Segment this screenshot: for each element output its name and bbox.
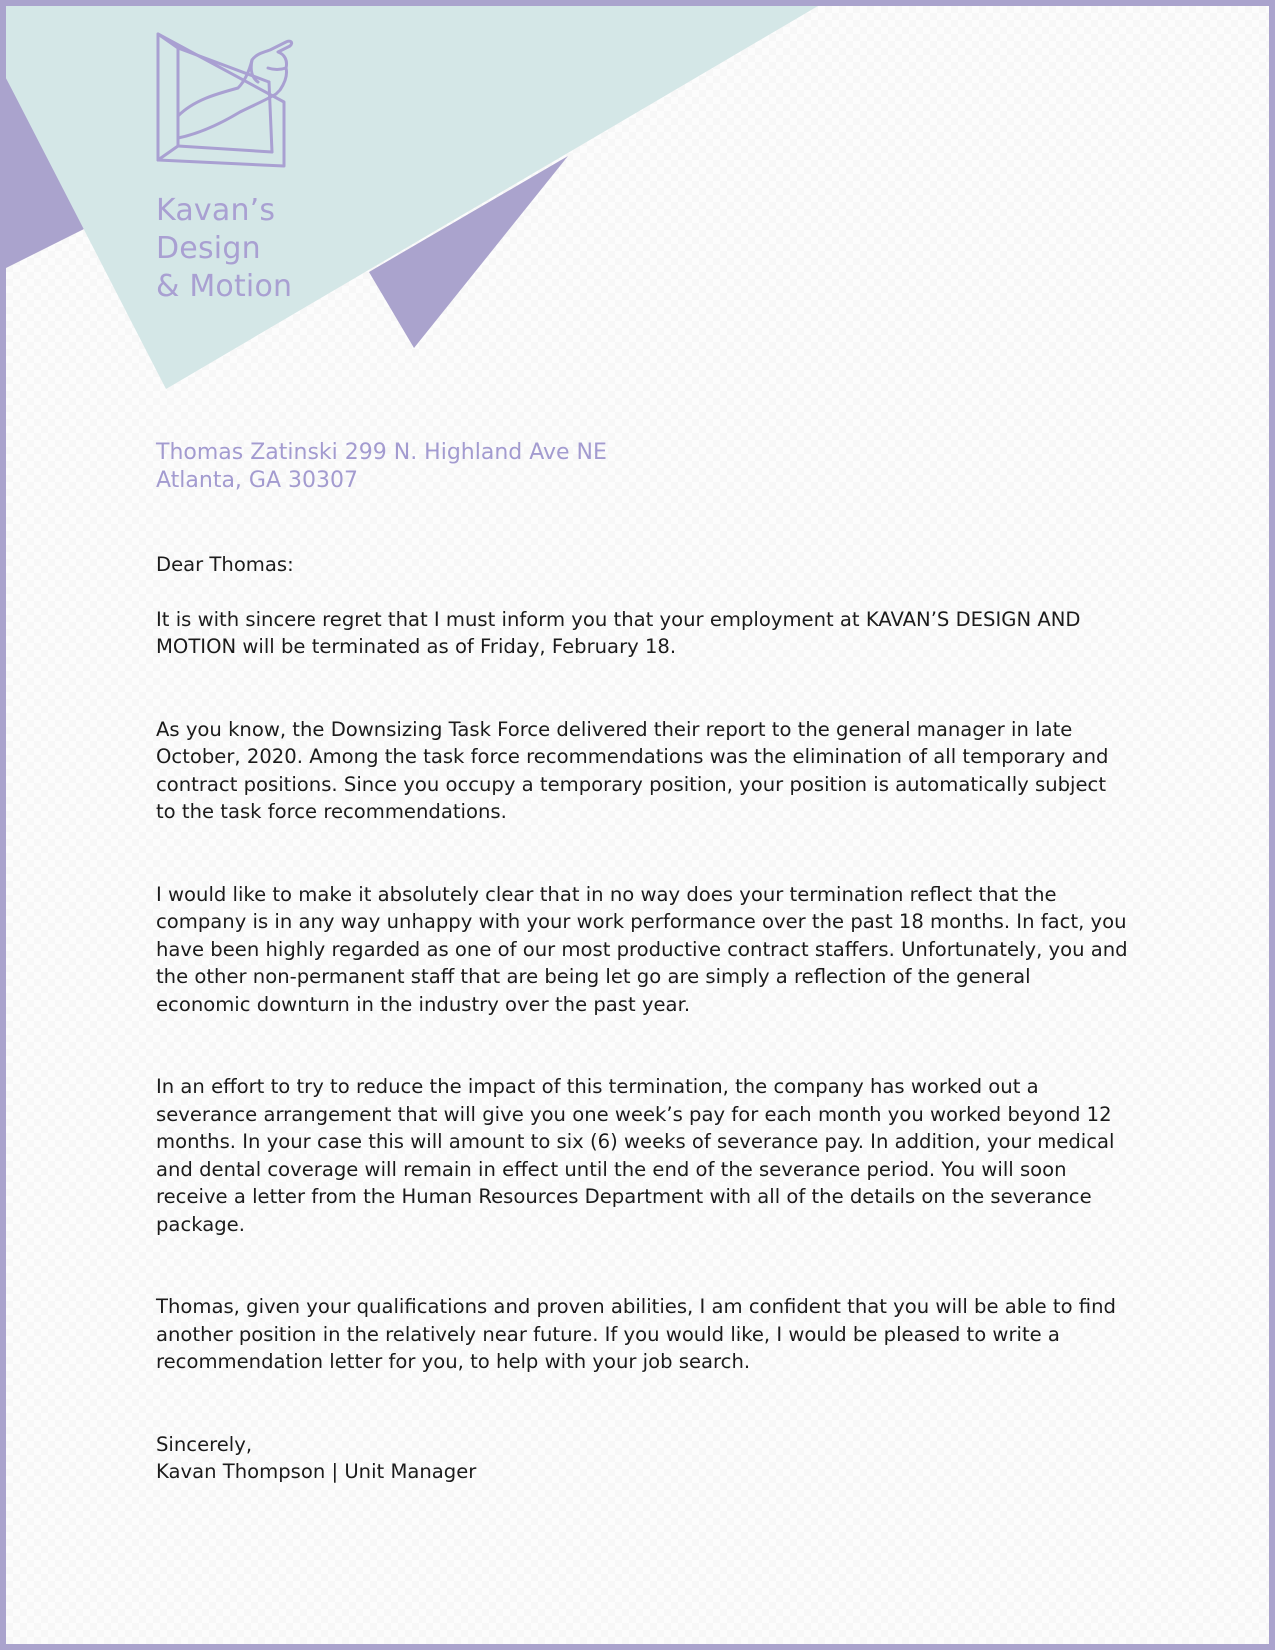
recipient-address	[156, 439, 607, 495]
recipient-line-2: Atlanta, GA 30307	[156, 468, 358, 493]
paragraph-1: It is with sincere regret that I must inform you that your employment at KAVAN’S DESIGN AND MOTION will be terminated as of Friday, February 18.	[156, 607, 1081, 658]
framed-reaching-hand-icon	[154, 30, 306, 168]
paragraph-2: As you know, the Downsizing Task Force delivered their report to the general manager in late October, 2020. Among the task force recommendations was the elimination of all temporary and contract positions. Since you occupy a temporary position, your position is automatically subject to the task force recommendations.	[156, 717, 1109, 823]
paragraph-4: In an effort to try to reduce the impact of this termination, the company has worked out a severance arrangement that will give you one week’s pay for each month you worked beyond 12 months. In your case this will amount to six (6) weeks of severance pay. In addition, your medical and dental coverage will remain in effect until the end of the severance period. You will soon receive a letter from the Human Resources Department with all of the details on the severance package.	[156, 1075, 1115, 1236]
paragraph-3: I would like to make it absolutely clear that in no way does your termination reflect that the company is in any way unhappy with your work performance over the past 18 months. In fact, you have been highly regarded as one of our most productive contract staffers. Unfortunately, you and the other non-permanent staff that are being let go are simply a reflection of the general economic downturn in the industry over the past year.	[156, 882, 1128, 1016]
letter-body	[156, 551, 1131, 1486]
company-name-line-2: Design	[156, 231, 261, 266]
paragraph-5: Thomas, given your qualifications and proven abilities, I am confident that you will be able to find another position in the relatively near future. If you would like, I would be pleased to write a recommendation letter for you, to help with your job search.	[156, 1295, 1116, 1373]
recipient-line-1: Thomas Zatinski 299 N. Highland Ave NE	[156, 440, 607, 465]
company-name-line-1: Kavan’s	[156, 193, 276, 228]
company-name	[156, 192, 292, 306]
signature-name: Kavan Thompson | Unit Manager	[156, 1460, 477, 1483]
closing: Sincerely,	[156, 1432, 253, 1456]
company-name-line-3: & Motion	[156, 269, 293, 304]
signature-block	[156, 1431, 1131, 1486]
salutation: Dear Thomas:	[156, 553, 294, 576]
